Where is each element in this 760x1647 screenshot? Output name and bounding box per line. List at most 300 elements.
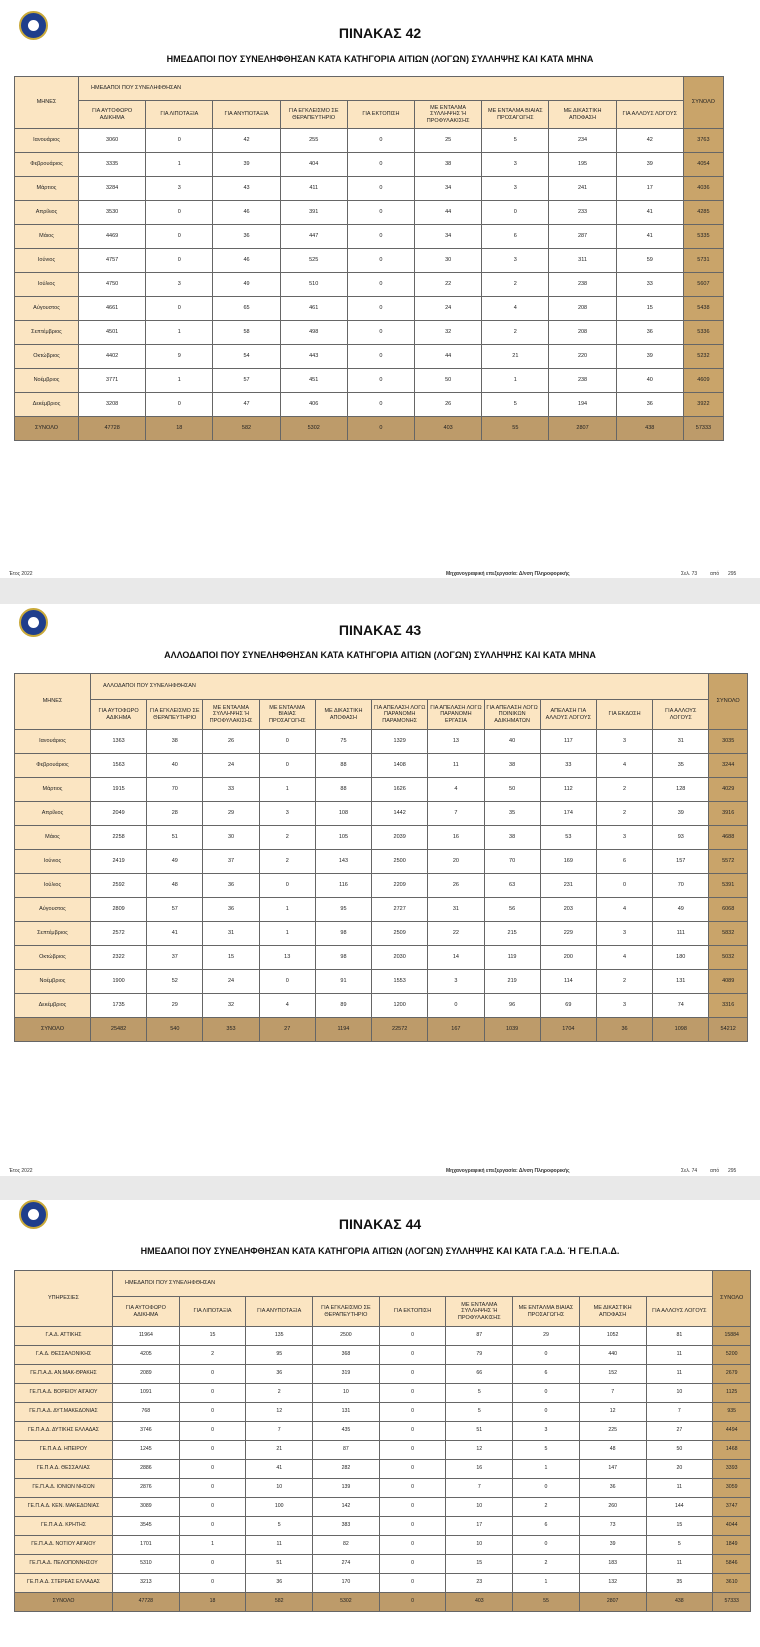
row-total: 935 xyxy=(713,1403,751,1422)
table-cell: 438 xyxy=(646,1593,713,1612)
table-row xyxy=(15,1327,751,1346)
table-cell: 2807 xyxy=(549,417,616,441)
table-row xyxy=(15,273,724,297)
table-cell: 180 xyxy=(653,946,709,970)
table-row xyxy=(15,754,748,778)
table-cell: 55 xyxy=(482,417,549,441)
table-cell: 0 xyxy=(513,1536,580,1555)
table-cell: 0 xyxy=(179,1403,246,1422)
row-label: ΣΥΝΟΛΟ xyxy=(15,1018,91,1042)
table-cell: 24 xyxy=(203,970,259,994)
column-headers xyxy=(15,1297,751,1327)
row-label: Νοέμβριος xyxy=(15,369,79,393)
table-cell: 36 xyxy=(616,393,683,417)
table-cell: 38 xyxy=(484,826,540,850)
table-cell: 95 xyxy=(246,1346,313,1365)
table-cell: 27 xyxy=(259,1018,315,1042)
table-cell: 42 xyxy=(616,129,683,153)
table-cell: 57 xyxy=(213,369,280,393)
table-cell: 233 xyxy=(549,201,616,225)
table-cell: 1098 xyxy=(653,1018,709,1042)
table-cell: 56 xyxy=(484,898,540,922)
table-cell: 4469 xyxy=(79,225,146,249)
table-cell: 40 xyxy=(147,754,203,778)
column-header: ΓΙΑ ΑΝΥΠΟΤΑΞΙΑ xyxy=(213,101,280,129)
table-cell: 29 xyxy=(513,1327,580,1346)
table-cell: 238 xyxy=(549,273,616,297)
table-cell: 39 xyxy=(653,802,709,826)
table-cell: 10 xyxy=(446,1536,513,1555)
table-row xyxy=(15,850,748,874)
row-label: ΓΕ.Π.Α.Δ. ΒΟΡΕΙΟΥ ΑΙΓΑΙΟΥ xyxy=(15,1384,113,1403)
page-table-44 xyxy=(0,1200,760,1647)
row-total: 15884 xyxy=(713,1327,751,1346)
table-cell: 59 xyxy=(616,249,683,273)
table-row xyxy=(15,1365,751,1384)
table-cell: 5 xyxy=(646,1536,713,1555)
table-row xyxy=(15,1517,751,1536)
table-row xyxy=(15,1422,751,1441)
table-cell: 36 xyxy=(213,225,280,249)
table-row xyxy=(15,922,748,946)
table-cell: 41 xyxy=(616,201,683,225)
table-cell: 47728 xyxy=(113,1593,180,1612)
table-cell: 12 xyxy=(246,1403,313,1422)
row-label: Οκτώβριος xyxy=(15,946,91,970)
table-cell: 5310 xyxy=(113,1555,180,1574)
table-cell: 24 xyxy=(415,297,482,321)
table-cell: 4 xyxy=(259,994,315,1018)
row-total: 2679 xyxy=(713,1365,751,1384)
table-cell: 3 xyxy=(146,177,213,201)
table-row xyxy=(15,321,724,345)
table-cell: 11 xyxy=(646,1346,713,1365)
table-cell: 0 xyxy=(379,1403,446,1422)
table-cell: 22 xyxy=(428,922,484,946)
table-cell: 1701 xyxy=(113,1536,180,1555)
table-cell: 7 xyxy=(579,1384,646,1403)
row-header: ΜΗΝΕΣ xyxy=(15,77,79,129)
table-cell: 5302 xyxy=(313,1593,380,1612)
table-cell: 1363 xyxy=(90,730,146,754)
table-cell: 0 xyxy=(179,1517,246,1536)
table-cell: 353 xyxy=(203,1018,259,1042)
row-label: Ιούλιος xyxy=(15,273,79,297)
table-cell: 10 xyxy=(446,1498,513,1517)
table-cell: 174 xyxy=(540,802,596,826)
row-label: Ιούλιος xyxy=(15,874,91,898)
table-cell: 11 xyxy=(428,754,484,778)
column-header: ΜΕ ΕΝΤΑΛΜΑ ΣΥΛΛΗΨΗΣ Ή ΠΡΟΦΥΛΑΚΙΣΗΣ xyxy=(446,1297,513,1327)
row-total: 3916 xyxy=(709,802,748,826)
table-cell: 2 xyxy=(179,1346,246,1365)
table-row xyxy=(15,946,748,970)
row-total: 4089 xyxy=(709,970,748,994)
table-cell: 0 xyxy=(179,1479,246,1498)
row-label: Αύγουστος xyxy=(15,898,91,922)
table-row xyxy=(15,201,724,225)
row-label: Δεκέμβριος xyxy=(15,393,79,417)
table-cell: 36 xyxy=(596,1018,652,1042)
table-cell: 11964 xyxy=(113,1327,180,1346)
row-label: Οκτώβριος xyxy=(15,345,79,369)
table-subtitle: ΗΜΕΔΑΠΟΙ ΠΟΥ ΣΥΝΕΛΗΦΘΗΣΑΝ ΚΑΤΑ ΚΑΤΗΓΟΡΙΑ ΑΙΤΙΩΝ (ΛΟΓΩΝ) ΣΥΛΛΗΨΗΣ ΚΑΙ ΚΑΤΑ Γ.Α.Δ. Ή ΓΕ.Π.Α.Δ. xyxy=(140,1246,620,1256)
table-cell: 18 xyxy=(179,1593,246,1612)
table-cell: 38 xyxy=(415,153,482,177)
table-cell: 3771 xyxy=(79,369,146,393)
table-cell: 0 xyxy=(146,393,213,417)
row-label: ΓΕ.Π.Α.Δ. ΔΥΤΙΚΗΣ ΕΛΛΑΔΑΣ xyxy=(15,1422,113,1441)
table-cell: 18 xyxy=(146,417,213,441)
table-row xyxy=(15,874,748,898)
column-header: ΓΙΑ ΛΙΠΟΤΑΞΙΑ xyxy=(179,1297,246,1327)
table-cell: 2 xyxy=(482,321,549,345)
column-header: ΓΙΑ ΕΚΤΟΠΙΣΗ xyxy=(379,1297,446,1327)
row-total: 5391 xyxy=(709,874,748,898)
table-cell: 0 xyxy=(379,1422,446,1441)
table-cell: 47 xyxy=(213,393,280,417)
table-cell: 443 xyxy=(280,345,347,369)
row-total: 5032 xyxy=(709,946,748,970)
table-cell: 39 xyxy=(579,1536,646,1555)
table-cell: 15 xyxy=(646,1517,713,1536)
table-cell: 7 xyxy=(246,1422,313,1441)
column-header: ΓΙΑ ΑΠΕΛΑΣΗ ΛΟΓΩ ΠΑΡΑΝΟΜΗ ΕΡΓΑΣΙΑ xyxy=(428,700,484,730)
table-cell: 4205 xyxy=(113,1346,180,1365)
column-header: ΜΕ ΕΝΤΑΛΜΑ ΣΥΛΛΗΨΗΣ Ή ΠΡΟΦΥΛΑΚΙΣΗΣ xyxy=(415,101,482,129)
table-cell: 0 xyxy=(179,1422,246,1441)
table-cell: 139 xyxy=(313,1479,380,1498)
table-cell: 5302 xyxy=(280,417,347,441)
table-cell: 0 xyxy=(347,273,414,297)
table-cell: 4 xyxy=(596,754,652,778)
footer-of: από xyxy=(710,1168,720,1174)
table-cell: 2209 xyxy=(372,874,428,898)
row-total: 3763 xyxy=(683,129,723,153)
table-cell: 98 xyxy=(315,946,371,970)
row-label: Μάιος xyxy=(15,826,91,850)
table-cell: 100 xyxy=(246,1498,313,1517)
table-cell: 2 xyxy=(259,826,315,850)
table-row xyxy=(15,826,748,850)
table-cell: 29 xyxy=(203,802,259,826)
table-cell: 0 xyxy=(347,129,414,153)
column-header: ΜΕ ΕΝΤΑΛΜΑ ΒΙΑΙΑΣ ΠΡΟΣΑΓΩΓΗΣ xyxy=(482,101,549,129)
table-cell: 2809 xyxy=(90,898,146,922)
table-cell: 4 xyxy=(482,297,549,321)
row-total: 5335 xyxy=(683,225,723,249)
table-cell: 31 xyxy=(653,730,709,754)
table-cell: 169 xyxy=(540,850,596,874)
row-total: 1468 xyxy=(713,1441,751,1460)
table-row xyxy=(15,802,748,826)
table-cell: 6 xyxy=(513,1517,580,1536)
table-cell: 0 xyxy=(179,1441,246,1460)
table-cell: 13 xyxy=(428,730,484,754)
table-cell: 0 xyxy=(146,297,213,321)
table-cell: 1 xyxy=(146,369,213,393)
row-total: 5572 xyxy=(709,850,748,874)
table-cell: 3 xyxy=(596,994,652,1018)
table-cell: 260 xyxy=(579,1498,646,1517)
table-cell: 406 xyxy=(280,393,347,417)
table-cell: 87 xyxy=(313,1441,380,1460)
page-table-43 xyxy=(0,604,760,1176)
table-row xyxy=(15,249,724,273)
table-cell: 1 xyxy=(259,778,315,802)
table-cell: 0 xyxy=(347,297,414,321)
data-table xyxy=(14,673,748,1042)
row-total: 4036 xyxy=(683,177,723,201)
table-cell: 3 xyxy=(146,273,213,297)
table-cell: 51 xyxy=(147,826,203,850)
row-label: ΓΕ.Π.Α.Δ. ΗΠΕΙΡΟΥ xyxy=(15,1441,113,1460)
page-footer xyxy=(0,1168,760,1176)
table-cell: 11 xyxy=(246,1536,313,1555)
table-cell: 451 xyxy=(280,369,347,393)
table-cell: 20 xyxy=(646,1460,713,1479)
table-cell: 2 xyxy=(246,1384,313,1403)
table-cell: 1 xyxy=(513,1460,580,1479)
table-cell: 2807 xyxy=(579,1593,646,1612)
table-cell: 0 xyxy=(259,730,315,754)
table-cell: 33 xyxy=(616,273,683,297)
row-label: Ιούνιος xyxy=(15,249,79,273)
table-row xyxy=(15,1384,751,1403)
table-cell: 75 xyxy=(315,730,371,754)
table-cell: 0 xyxy=(347,225,414,249)
table-cell: 200 xyxy=(540,946,596,970)
row-total: 3316 xyxy=(709,994,748,1018)
table-cell: 36 xyxy=(246,1365,313,1384)
row-label: Φεβρουάριος xyxy=(15,754,91,778)
row-label: ΓΕ.Π.Α.Δ. ΣΤΕΡΕΑΣ ΕΛΛΑΔΑΣ xyxy=(15,1574,113,1593)
table-cell: 6 xyxy=(596,850,652,874)
table-subtitle: ΗΜΕΔΑΠΟΙ ΠΟΥ ΣΥΝΕΛΗΦΘΗΣΑΝ ΚΑΤΑ ΚΑΤΗΓΟΡΙΑ ΑΙΤΙΩΝ (ΛΟΓΩΝ) ΣΥΛΛΗΨΗΣ ΚΑΙ ΚΑΤΑ ΜΗΝΑ xyxy=(166,54,594,64)
row-label: ΓΕ.Π.Α.Δ. ΘΕΣΣΑΛΙΑΣ xyxy=(15,1460,113,1479)
table-cell: 26 xyxy=(203,730,259,754)
row-total: 5846 xyxy=(713,1555,751,1574)
table-cell: 0 xyxy=(379,1346,446,1365)
table-cell: 35 xyxy=(646,1574,713,1593)
table-row xyxy=(15,778,748,802)
table-cell: 79 xyxy=(446,1346,513,1365)
table-cell: 1 xyxy=(259,898,315,922)
row-label: Νοέμβριος xyxy=(15,970,91,994)
table-cell: 2509 xyxy=(372,922,428,946)
table-cell: 2 xyxy=(596,802,652,826)
row-total: 3244 xyxy=(709,754,748,778)
table-cell: 31 xyxy=(428,898,484,922)
table-cell: 0 xyxy=(179,1498,246,1517)
column-header: ΜΕ ΔΙΚΑΣΤΙΚΗ ΑΠΟΦΑΣΗ xyxy=(315,700,371,730)
table-cell: 287 xyxy=(549,225,616,249)
row-label: ΓΕ.Π.Α.Δ. ΚΕΝ. ΜΑΚΕΔΟΝΙΑΣ xyxy=(15,1498,113,1517)
table-cell: 1915 xyxy=(90,778,146,802)
table-cell: 0 xyxy=(347,153,414,177)
table-cell: 0 xyxy=(379,1460,446,1479)
table-cell: 39 xyxy=(213,153,280,177)
footer-page: Σελ. 74 xyxy=(681,1168,698,1174)
table-cell: 0 xyxy=(146,129,213,153)
table-cell: 49 xyxy=(213,273,280,297)
row-label: ΣΥΝΟΛΟ xyxy=(15,1593,113,1612)
row-total: 3035 xyxy=(709,730,748,754)
table-cell: 440 xyxy=(579,1346,646,1365)
table-cell: 238 xyxy=(549,369,616,393)
table-cell: 131 xyxy=(653,970,709,994)
table-cell: 525 xyxy=(280,249,347,273)
table-cell: 41 xyxy=(616,225,683,249)
table-cell: 17 xyxy=(446,1517,513,1536)
row-total: 5336 xyxy=(683,321,723,345)
total-header: ΣΥΝΟΛΟ xyxy=(683,77,723,129)
column-header: ΓΙΑ ΑΥΤΟΦΩΡΟ ΑΔΙΚΗΜΑ xyxy=(113,1297,180,1327)
table-cell: 70 xyxy=(484,850,540,874)
table-cell: 31 xyxy=(203,922,259,946)
table-cell: 9 xyxy=(146,345,213,369)
table-cell: 23 xyxy=(446,1574,513,1593)
table-cell: 30 xyxy=(415,249,482,273)
table-cell: 44 xyxy=(415,345,482,369)
table-cell: 44 xyxy=(415,201,482,225)
table-cell: 0 xyxy=(347,201,414,225)
page-table-42 xyxy=(0,0,760,578)
table-cell: 0 xyxy=(347,177,414,201)
table-cell: 5 xyxy=(482,129,549,153)
table-cell: 282 xyxy=(313,1460,380,1479)
footer-dept: Μηχανογραφική επεξεργασία: Δ/νση Πληροφορικής xyxy=(446,571,570,577)
table-cell: 135 xyxy=(246,1327,313,1346)
table-cell: 368 xyxy=(313,1346,380,1365)
table-cell: 16 xyxy=(446,1460,513,1479)
column-header: ΓΙΑ ΑΥΤΟΦΩΡΟ ΑΔΙΚΗΜΑ xyxy=(79,101,146,129)
column-header: ΓΙΑ ΑΠΕΛΑΣΗ ΛΟΓΩ ΠΑΡΑΝΟΜΗ ΠΑΡΑΜΟΝΗΣ xyxy=(372,700,428,730)
table-cell: 2876 xyxy=(113,1479,180,1498)
table-cell: 22 xyxy=(415,273,482,297)
table-cell: 49 xyxy=(147,850,203,874)
row-total: 1125 xyxy=(713,1384,751,1403)
row-total: 5607 xyxy=(683,273,723,297)
total-header: ΣΥΝΟΛΟ xyxy=(709,674,748,730)
table-cell: 0 xyxy=(179,1460,246,1479)
table-cell: 1039 xyxy=(484,1018,540,1042)
table-cell: 1245 xyxy=(113,1441,180,1460)
table-row xyxy=(15,994,748,1018)
table-cell: 93 xyxy=(653,826,709,850)
table-cell: 0 xyxy=(259,874,315,898)
row-label: Απρίλιος xyxy=(15,201,79,225)
column-header: ΜΕ ΔΙΚΑΣΤΙΚΗ ΑΠΟΦΑΣΗ xyxy=(579,1297,646,1327)
column-header: ΓΙΑ ΕΓΚΛΕΙΣΜΟ ΣΕ ΘΕΡΑΠΕΥΤΗΡΙΟ xyxy=(313,1297,380,1327)
table-cell: 2 xyxy=(596,970,652,994)
table-cell: 3060 xyxy=(79,129,146,153)
column-header: ΓΙΑ ΕΚΤΟΠΙΣΗ xyxy=(347,101,414,129)
table-cell: 208 xyxy=(549,321,616,345)
table-cell: 3530 xyxy=(79,201,146,225)
total-row xyxy=(15,1593,751,1612)
footer-total-pages: 295 xyxy=(728,1168,737,1174)
row-label: Γ.Α.Δ. ΑΤΤΙΚΗΣ xyxy=(15,1327,113,1346)
table-cell: 1735 xyxy=(90,994,146,1018)
table-cell: 33 xyxy=(203,778,259,802)
table-cell: 24 xyxy=(203,754,259,778)
table-cell: 215 xyxy=(484,922,540,946)
table-cell: 2 xyxy=(513,1555,580,1574)
table-row xyxy=(15,1403,751,1422)
table-cell: 37 xyxy=(147,946,203,970)
table-cell: 2500 xyxy=(313,1327,380,1346)
column-header: ΓΙΑ ΑΛΛΟΥΣ ΛΟΓΟΥΣ xyxy=(653,700,709,730)
table-row xyxy=(15,297,724,321)
table-cell: 403 xyxy=(446,1593,513,1612)
table-cell: 4402 xyxy=(79,345,146,369)
table-cell: 4 xyxy=(596,898,652,922)
table-cell: 88 xyxy=(315,778,371,802)
table-cell: 91 xyxy=(315,970,371,994)
table-title: ΠΙΝΑΚΑΣ 44 xyxy=(338,1216,422,1232)
column-headers xyxy=(15,700,748,730)
row-total: 3610 xyxy=(713,1574,751,1593)
table-cell: 0 xyxy=(379,1536,446,1555)
table-cell: 128 xyxy=(653,778,709,802)
column-header: ΓΙΑ ΑΛΛΟΥΣ ΛΟΓΟΥΣ xyxy=(646,1297,713,1327)
table-cell: 4750 xyxy=(79,273,146,297)
table-cell: 3 xyxy=(428,970,484,994)
table-cell: 5 xyxy=(446,1384,513,1403)
table-cell: 119 xyxy=(484,946,540,970)
table-cell: 55 xyxy=(513,1593,580,1612)
table-cell: 51 xyxy=(246,1555,313,1574)
column-header: ΜΕ ΕΝΤΑΛΜΑ ΒΙΑΙΑΣ ΠΡΟΣΑΓΩΓΗΣ xyxy=(259,700,315,730)
table-cell: 30 xyxy=(203,826,259,850)
table-cell: 1 xyxy=(482,369,549,393)
row-label: Ιανουάριος xyxy=(15,730,91,754)
table-cell: 6 xyxy=(513,1365,580,1384)
table-cell: 35 xyxy=(653,754,709,778)
table-cell: 10 xyxy=(246,1479,313,1498)
table-cell: 3 xyxy=(596,922,652,946)
table-cell: 15 xyxy=(203,946,259,970)
table-cell: 36 xyxy=(616,321,683,345)
table-cell: 3 xyxy=(482,249,549,273)
table-cell: 6 xyxy=(482,225,549,249)
row-label: Σεπτέμβριος xyxy=(15,922,91,946)
table-cell: 10 xyxy=(646,1384,713,1403)
footer-page: Σελ. 73 xyxy=(681,571,698,577)
table-cell: 112 xyxy=(540,778,596,802)
table-cell: 3284 xyxy=(79,177,146,201)
table-cell: 132 xyxy=(579,1574,646,1593)
table-cell: 69 xyxy=(540,994,596,1018)
table-row xyxy=(15,369,724,393)
table-cell: 52 xyxy=(147,970,203,994)
table-cell: 10 xyxy=(313,1384,380,1403)
table-cell: 131 xyxy=(313,1403,380,1422)
table-cell: 0 xyxy=(146,201,213,225)
table-cell: 3089 xyxy=(113,1498,180,1517)
table-cell: 0 xyxy=(179,1365,246,1384)
table-cell: 0 xyxy=(379,1574,446,1593)
table-cell: 0 xyxy=(379,1517,446,1536)
table-cell: 2 xyxy=(596,778,652,802)
table-cell: 3545 xyxy=(113,1517,180,1536)
column-header: ΜΕ ΔΙΚΑΣΤΙΚΗ ΑΠΟΦΑΣΗ xyxy=(549,101,616,129)
row-label: Αύγουστος xyxy=(15,297,79,321)
total-row xyxy=(15,417,724,441)
row-total: 4044 xyxy=(713,1517,751,1536)
table-cell: 411 xyxy=(280,177,347,201)
